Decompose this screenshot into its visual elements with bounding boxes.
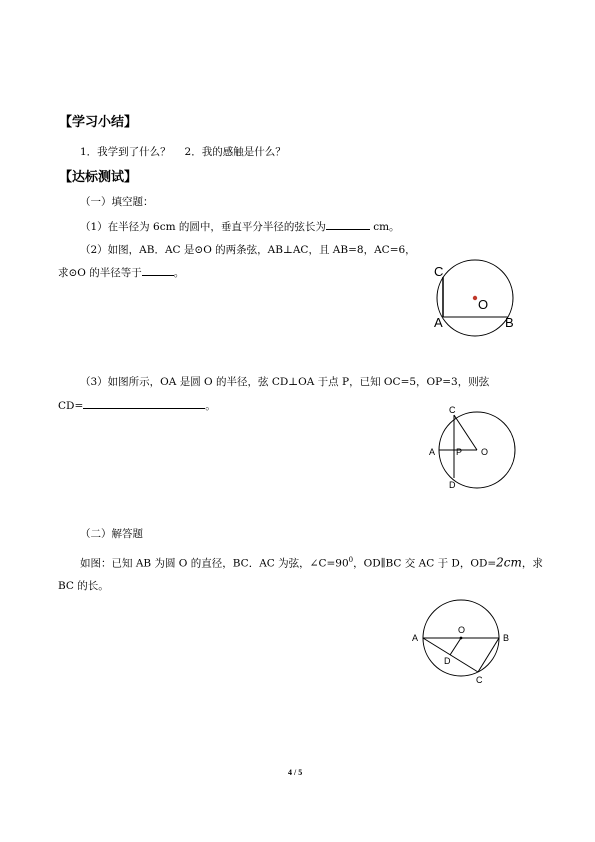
question-1-text: （1）在半径为 6cm 的圆中，垂直平分半径的弦长为 (80, 221, 326, 233)
fig1-center-point (473, 296, 477, 300)
fig3-label-a: A (412, 633, 419, 643)
answer-blank-1 (326, 219, 370, 230)
question-2-end: 。 (173, 267, 185, 279)
fig2-label-p: P (456, 447, 463, 457)
answer-blank-3 (83, 398, 205, 409)
page-number: 4 / 5 (288, 768, 303, 777)
problem-text-3: ，求 (521, 557, 543, 570)
question-3-text: CD= (58, 400, 84, 412)
question-1-unit: cm。 (369, 221, 400, 233)
summary-heading: 【学习小结】 (59, 115, 138, 130)
problem-text-2: ，OD∥BC 交 AC 于 D，OD= (353, 557, 497, 570)
question-2-line-2 (58, 265, 184, 280)
figure-2-circle-diagram (425, 400, 520, 490)
question-3-line-2 (58, 398, 216, 413)
fig2-radius-oc (454, 415, 477, 450)
problem-text-1: 如图：已知 AB 为圆 O 的直径，BC．AC 为弦，∠C=90 (80, 557, 349, 570)
fig3-label-d: D (444, 656, 451, 666)
fig1-label-o: O (478, 297, 489, 312)
figure-1-circle-diagram (430, 260, 525, 335)
fig1-label-b: B (505, 315, 514, 330)
summary-questions: 1．我学到了什么？ 2．我的感触是什么？ (80, 146, 286, 158)
fig3-label-c: C (476, 675, 483, 685)
degree-superscript: 0 (348, 556, 354, 564)
question-1 (80, 219, 400, 234)
fill-section-title: （一）填空题： (80, 196, 154, 208)
od-value: 2cm (496, 555, 522, 570)
test-heading: 【达标测试】 (59, 170, 138, 185)
answer-blank-2 (142, 265, 174, 276)
problem-line-1 (80, 553, 543, 571)
fig3-center-point (460, 637, 463, 640)
fig2-label-d: D (449, 480, 456, 490)
fig3-segment-od (450, 638, 461, 655)
question-3-line-1: （3）如图所示，OA 是圆 O 的半径，弦 CD⊥OA 于点 P，已知 OC=5，OP=3，则弦 (80, 376, 490, 388)
fig1-label-a: A (434, 315, 443, 330)
fig3-chord-bc (478, 638, 499, 672)
question-2-line-1: （2）如图，AB．AC 是⊙O 的两条弦，AB⊥AC，且 AB=8，AC=6， (80, 244, 416, 256)
fig3-label-b: B (503, 633, 510, 643)
solve-section-title: （二）解答题 (80, 528, 143, 540)
fig2-label-c: C (449, 405, 456, 415)
fig2-label-a: A (429, 447, 436, 457)
question-3-end: 。 (205, 400, 216, 412)
fig2-label-o: O (481, 447, 489, 457)
question-2-text: 求⊙O 的半径等于 (58, 267, 142, 279)
figure-3-circle-diagram (408, 598, 523, 690)
fig1-label-c: C (434, 264, 444, 279)
problem-line-2: BC 的长。 (58, 580, 109, 592)
fig3-label-o: O (458, 625, 466, 635)
